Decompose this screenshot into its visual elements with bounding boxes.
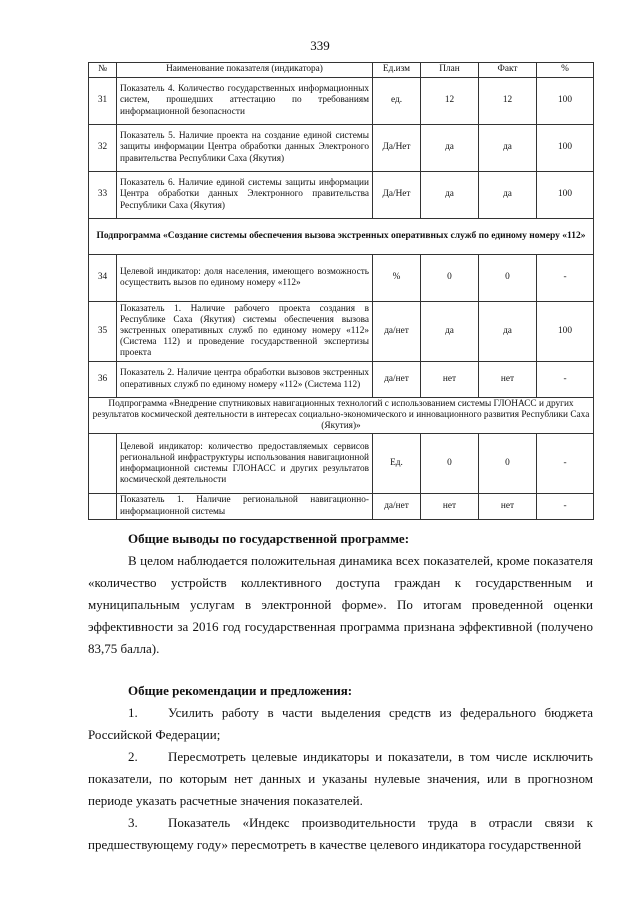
recommendation-item xyxy=(88,702,593,746)
row-unit: Ед. xyxy=(373,434,421,494)
table-header-row xyxy=(89,63,594,78)
row-fact: 12 xyxy=(479,78,537,125)
row-plan: да xyxy=(421,302,479,362)
row-pct: - xyxy=(537,255,594,302)
row-pct: - xyxy=(537,494,594,519)
row-plan: да xyxy=(421,125,479,172)
table-row xyxy=(89,125,594,172)
row-name: Целевой индикатор: доля населения, имеющего возможность осуществить вызов по единому номеру «112» xyxy=(117,255,373,302)
row-fact: да xyxy=(479,125,537,172)
row-num: 33 xyxy=(89,172,117,219)
row-num: 36 xyxy=(89,362,117,398)
recommendation-number: 1. xyxy=(128,705,138,720)
row-unit: Да/Нет xyxy=(373,172,421,219)
subprogram-glonass-title: Подпрограмма «Внедрение спутниковых навигационных технологий с использованием системы ГЛОНАСС и других результатов космической деятельности в интересах социально-экономического и инновационного развития Республики Саха (Якутия)» xyxy=(89,398,594,434)
row-pct: - xyxy=(537,434,594,494)
page-number: 339 xyxy=(310,38,330,53)
row-plan: 0 xyxy=(421,434,479,494)
subprogram-row xyxy=(89,398,594,434)
recommendation-item xyxy=(88,746,593,812)
recommendation-text: Усилить работу в части выделения средств из федерального бюджета Российской Федерации; xyxy=(88,705,593,742)
header-name: Наименование показателя (индикатора) xyxy=(117,63,373,78)
row-name: Показатель 2. Наличие центра обработки вызовов экстренных оперативных служб по единому номеру «112» (Система 112) xyxy=(117,362,373,398)
row-name: Показатель 4. Количество государственных информационных систем, прошедших аттестацию по требованиям информационной безопасности xyxy=(117,78,373,125)
row-name: Показатель 1. Наличие рабочего проекта создания в Республике Саха (Якутия) системы обеспечения вызова экстренных оперативных служб по единому номеру «112» (Система 112) и проведение государственной экспертизы проекта xyxy=(117,302,373,362)
table-row xyxy=(89,172,594,219)
table-row xyxy=(89,78,594,125)
recommendation-item xyxy=(88,812,593,856)
header-plan: План xyxy=(421,63,479,78)
row-unit: Да/Нет xyxy=(373,125,421,172)
row-num: 35 xyxy=(89,302,117,362)
conclusions-heading: Общие выводы по государственной программе: xyxy=(128,531,410,546)
row-num: 31 xyxy=(89,78,117,125)
row-unit: % xyxy=(373,255,421,302)
header-pct: % xyxy=(537,63,594,78)
row-pct: 100 xyxy=(537,78,594,125)
recommendations-heading: Общие рекомендации и предложения: xyxy=(128,683,353,698)
recommendations-section xyxy=(88,680,593,856)
row-pct: 100 xyxy=(537,302,594,362)
recommendation-number: 2. xyxy=(128,749,138,764)
row-num xyxy=(89,434,117,494)
row-unit: да/нет xyxy=(373,494,421,519)
conclusions-text: В целом наблюдается положительная динамика всех показателей, кроме показателя «количество устройств коллективного доступа граждан к государственным и муниципальным услугам в электронной форме». По итогам проведенной оценки эффективности за 2016 год государственная программа признана эффективной (получено 83,75 балла). xyxy=(88,553,593,656)
row-plan: 12 xyxy=(421,78,479,125)
recommendation-text: Показатель «Индекс производительности труда в отрасли связи к предшествующему году» пересмотреть в качестве целевого индикатора государственной xyxy=(88,815,593,852)
header-unit: Ед.изм xyxy=(373,63,421,78)
row-num: 34 xyxy=(89,255,117,302)
table-row xyxy=(89,494,594,519)
row-plan: нет xyxy=(421,362,479,398)
row-name: Показатель 1. Наличие региональной навигационно-информационной системы xyxy=(117,494,373,519)
row-unit: да/нет xyxy=(373,302,421,362)
row-num xyxy=(89,494,117,519)
row-fact: да xyxy=(479,302,537,362)
row-pct: - xyxy=(537,362,594,398)
conclusions-section xyxy=(88,528,593,660)
row-name: Показатель 6. Наличие единой системы защиты информации Центра обработки данных Электронного правительства Республики Саха (Якутия) xyxy=(117,172,373,219)
row-name: Целевой индикатор: количество предоставляемых сервисов региональной инфраструктуры использования навигационной информационной системы ГЛОНАСС и других результатов космической деятельности xyxy=(117,434,373,494)
table-row xyxy=(89,255,594,302)
subprogram-row xyxy=(89,219,594,255)
row-fact: 0 xyxy=(479,434,537,494)
row-plan: да xyxy=(421,172,479,219)
row-fact: нет xyxy=(479,494,537,519)
subprogram-112-title: Подпрограмма «Создание системы обеспечения вызова экстренных оперативных служб по единому номеру «112» xyxy=(89,219,594,255)
row-fact: нет xyxy=(479,362,537,398)
header-fact: Факт xyxy=(479,63,537,78)
table-row xyxy=(89,434,594,494)
row-name: Показатель 5. Наличие проекта на создание единой системы защиты информации Центра обработки данных Электроного правительства Республики Саха (Якутия) xyxy=(117,125,373,172)
row-pct: 100 xyxy=(537,172,594,219)
row-unit: да/нет xyxy=(373,362,421,398)
row-fact: да xyxy=(479,172,537,219)
table-row xyxy=(89,302,594,362)
row-plan: 0 xyxy=(421,255,479,302)
row-pct: 100 xyxy=(537,125,594,172)
row-unit: ед. xyxy=(373,78,421,125)
indicators-table xyxy=(88,62,594,520)
table-row xyxy=(89,362,594,398)
row-num: 32 xyxy=(89,125,117,172)
recommendation-text: Пересмотреть целевые индикаторы и показатели, в том числе исключить показатели, по которым нет данных и указаны нулевые значения, или в прогнозном периоде указать расчетные значения показателей. xyxy=(88,749,593,808)
row-fact: 0 xyxy=(479,255,537,302)
row-plan: нет xyxy=(421,494,479,519)
recommendation-number: 3. xyxy=(128,815,138,830)
header-num: № xyxy=(89,63,117,78)
